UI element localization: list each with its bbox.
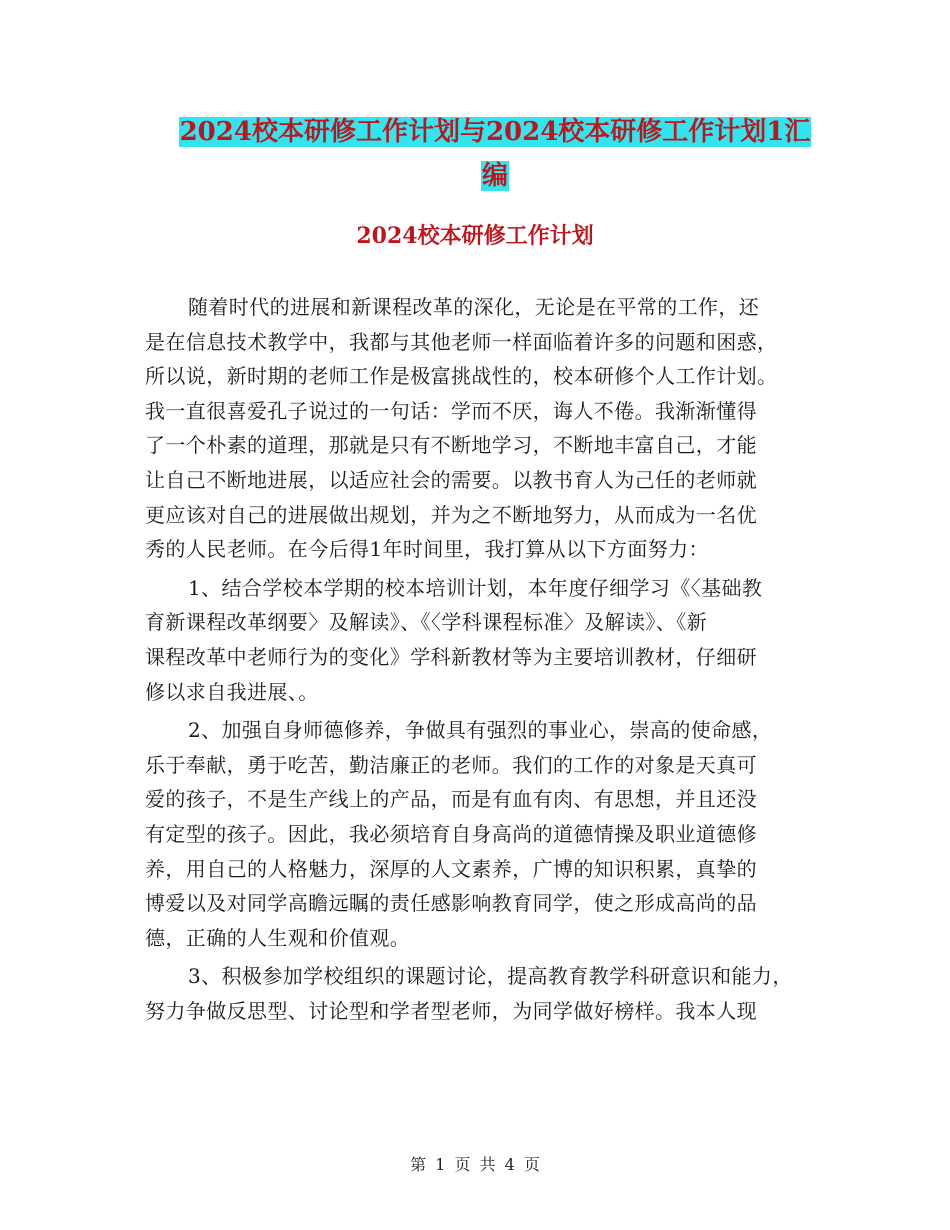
paragraph-2-line: 课程改革中老师行为的变化》学科新教材等为主要培训教材，仔细研 — [145, 644, 757, 669]
paragraph-1-line: 是在信息技术教学中，我都与其他老师一样面临着许多的问题和困惑， — [145, 329, 778, 354]
paragraph-3-line: 养，用自己的人格魅力，深厚的人文素养，广博的知识积累，真挚的 — [145, 856, 757, 881]
paragraph-2-line: 修以求自我进展、。 — [145, 679, 319, 704]
document-title-line2: 编 — [481, 161, 508, 191]
paragraph-1-line: 让自己不断地进展，以适应社会的需要。以教书育人为己任的老师就 — [145, 467, 757, 492]
paragraph-4-line: 3、积极参加学校组织的课题讨论，提高教育教学科研意识和能力， — [188, 964, 793, 989]
paragraph-1-line: 我一直很喜爱孔子说过的一句话：学而不厌，诲人不倦。我渐渐懂得 — [145, 398, 757, 423]
document-body — [145, 290, 825, 1028]
paragraph-1-line: 随着时代的进展和新课程改革的深化，无论是在平常的工作，还 — [188, 295, 760, 319]
paragraph-3-line: 博爱以及对同学高瞻远瞩的责任感影响教育同学，使之形成高尚的品 — [145, 891, 757, 916]
paragraph-1-line: 了一个朴素的道理，那就是只有不断地学习，不断地丰富自己，才能 — [145, 433, 757, 458]
paragraph-1-line: 所以说，新时期的老师工作是极富挑战性的，校本研修个人工作计划。 — [145, 364, 778, 389]
document-title — [170, 110, 820, 198]
paragraph-1-line: 更应该对自己的进展做出规划，并为之不断地努力，从而成为一名优 — [145, 502, 757, 527]
document-title-line1: 2024校本研修工作计划与2024校本研修工作计划1汇 — [179, 117, 811, 147]
paragraph-3-line: 德，正确的人生观和价值观。 — [145, 925, 411, 950]
paragraph-1-line: 秀的人民老师。在今后得1年时间里，我打算从以下方面努力： — [145, 537, 709, 562]
paragraph-3-line: 2、加强自身师德修养，争做具有强烈的事业心，崇高的使命感， — [188, 718, 773, 743]
paragraph-2-line: 1、结合学校本学期的校本培训计划，本年度仔细学习《〈基础教 — [188, 575, 763, 600]
page-footer: 第 1 页 共 4 页 — [410, 1155, 540, 1174]
paragraph-4-line: 努力争做反思型、讨论型和学者型老师，为同学做好榜样。我本人现 — [145, 998, 757, 1023]
paragraph-3-line: 有定型的孩子。因此，我必须培育自身高尚的道德情操及职业道德修 — [145, 821, 757, 846]
paragraph-2-line: 育新课程改革纲要〉及解读》、《〈学科课程标准〉及解读》、《新 — [145, 610, 707, 635]
section-title: 2024校本研修工作计划 — [356, 223, 594, 249]
paragraph-3-line: 乐于奉献，勇于吃苦，勤洁廉正的老师。我们的工作的对象是天真可 — [145, 752, 757, 777]
paragraph-3-line: 爱的孩子，不是生产线上的产品，而是有血有肉、有思想，并且还没 — [145, 787, 757, 812]
